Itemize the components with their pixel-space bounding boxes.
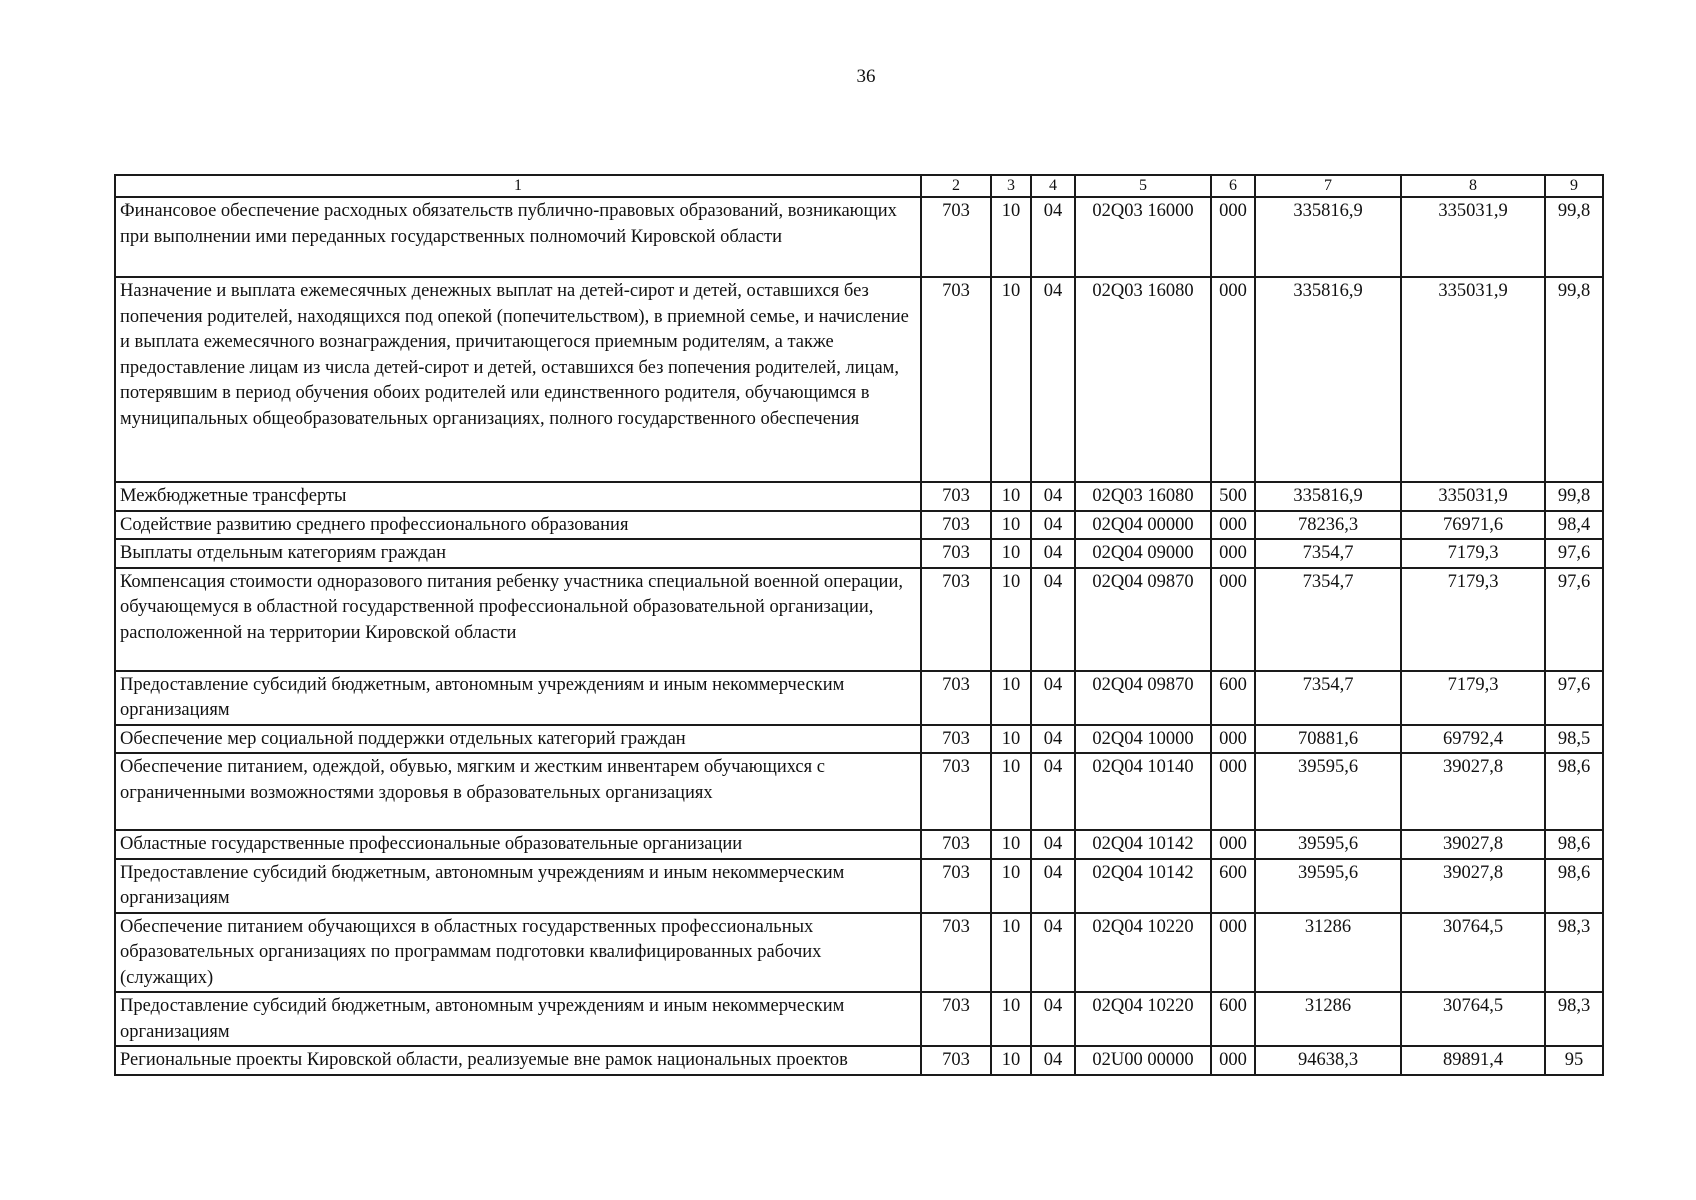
cell-col-6: 000 <box>1211 197 1255 277</box>
cell-col-4: 04 <box>1031 913 1075 993</box>
row-name: Финансовое обеспечение расходных обязательств публично-правовых образований, возникающих при выполнении ими переданных государственных полномочий Кировской области <box>115 197 921 277</box>
cell-col-6: 000 <box>1211 830 1255 859</box>
cell-col-8: 89891,4 <box>1401 1046 1545 1075</box>
cell-col-7: 7354,7 <box>1255 568 1401 671</box>
cell-col-9: 98,6 <box>1545 753 1603 830</box>
cell-col-4: 04 <box>1031 277 1075 482</box>
cell-col-9: 98,3 <box>1545 913 1603 993</box>
cell-col-5: 02Q04 10142 <box>1075 859 1211 913</box>
row-name: Обеспечение питанием обучающихся в областных государственных профессиональных образовательных организациях по программам подготовки квалифицированных рабочих (служащих) <box>115 913 921 993</box>
cell-col-6: 000 <box>1211 511 1255 540</box>
cell-col-2: 703 <box>921 725 991 754</box>
cell-col-8: 335031,9 <box>1401 277 1545 482</box>
cell-col-3: 10 <box>991 197 1031 277</box>
cell-col-6: 000 <box>1211 568 1255 671</box>
cell-col-4: 04 <box>1031 1046 1075 1075</box>
table-row <box>115 568 1603 671</box>
table-row <box>115 277 1603 482</box>
cell-col-3: 10 <box>991 830 1031 859</box>
row-name: Выплаты отдельным категориям граждан <box>115 539 921 568</box>
cell-col-2: 703 <box>921 913 991 993</box>
cell-col-5: 02Q04 10220 <box>1075 992 1211 1046</box>
column-header: 2 <box>921 175 991 197</box>
row-name: Региональные проекты Кировской области, реализуемые вне рамок национальных проектов <box>115 1046 921 1075</box>
cell-col-3: 10 <box>991 753 1031 830</box>
table-row <box>115 830 1603 859</box>
column-header: 4 <box>1031 175 1075 197</box>
cell-col-7: 7354,7 <box>1255 671 1401 725</box>
cell-col-9: 98,5 <box>1545 725 1603 754</box>
cell-col-9: 98,4 <box>1545 511 1603 540</box>
cell-col-2: 703 <box>921 1046 991 1075</box>
cell-col-7: 335816,9 <box>1255 482 1401 511</box>
cell-col-8: 39027,8 <box>1401 859 1545 913</box>
column-header: 5 <box>1075 175 1211 197</box>
cell-col-4: 04 <box>1031 830 1075 859</box>
cell-col-7: 335816,9 <box>1255 197 1401 277</box>
cell-col-2: 703 <box>921 539 991 568</box>
cell-col-3: 10 <box>991 511 1031 540</box>
table-row <box>115 753 1603 830</box>
row-name: Содействие развитию среднего профессионального образования <box>115 511 921 540</box>
cell-col-2: 703 <box>921 277 991 482</box>
cell-col-8: 7179,3 <box>1401 671 1545 725</box>
cell-col-5: 02Q04 10220 <box>1075 913 1211 993</box>
cell-col-2: 703 <box>921 671 991 725</box>
row-name: Предоставление субсидий бюджетным, автономным учреждениям и иным некоммерческим организациям <box>115 671 921 725</box>
cell-col-4: 04 <box>1031 539 1075 568</box>
column-header: 3 <box>991 175 1031 197</box>
cell-col-5: 02Q03 16080 <box>1075 482 1211 511</box>
cell-col-5: 02Q04 09870 <box>1075 671 1211 725</box>
table-row <box>115 197 1603 277</box>
cell-col-3: 10 <box>991 913 1031 993</box>
cell-col-2: 703 <box>921 197 991 277</box>
column-header: 7 <box>1255 175 1401 197</box>
cell-col-8: 7179,3 <box>1401 539 1545 568</box>
cell-col-3: 10 <box>991 1046 1031 1075</box>
cell-col-8: 335031,9 <box>1401 197 1545 277</box>
cell-col-2: 703 <box>921 568 991 671</box>
cell-col-3: 10 <box>991 859 1031 913</box>
cell-col-9: 99,8 <box>1545 277 1603 482</box>
row-name: Компенсация стоимости одноразового питания ребенку участника специальной военной операции, обучающемуся в областной государственной профессиональной образовательной организации, расположенной на территории Кировской области <box>115 568 921 671</box>
column-header: 6 <box>1211 175 1255 197</box>
table-row <box>115 482 1603 511</box>
cell-col-4: 04 <box>1031 725 1075 754</box>
table-row <box>115 511 1603 540</box>
cell-col-8: 30764,5 <box>1401 913 1545 993</box>
cell-col-9: 99,8 <box>1545 482 1603 511</box>
page-number: 36 <box>856 66 876 87</box>
cell-col-7: 39595,6 <box>1255 859 1401 913</box>
cell-col-9: 97,6 <box>1545 568 1603 671</box>
cell-col-7: 78236,3 <box>1255 511 1401 540</box>
cell-col-3: 10 <box>991 992 1031 1046</box>
cell-col-7: 7354,7 <box>1255 539 1401 568</box>
row-name: Обеспечение питанием, одеждой, обувью, мягким и жестким инвентарем обучающихся с ограниченными возможностями здоровья в образовательных организациях <box>115 753 921 830</box>
cell-col-5: 02Q04 10140 <box>1075 753 1211 830</box>
cell-col-5: 02Q04 09000 <box>1075 539 1211 568</box>
table-row <box>115 725 1603 754</box>
cell-col-4: 04 <box>1031 671 1075 725</box>
cell-col-5: 02Q04 10142 <box>1075 830 1211 859</box>
cell-col-9: 97,6 <box>1545 539 1603 568</box>
column-header: 9 <box>1545 175 1603 197</box>
row-name: Обеспечение мер социальной поддержки отдельных категорий граждан <box>115 725 921 754</box>
cell-col-6: 600 <box>1211 992 1255 1046</box>
table-row <box>115 859 1603 913</box>
cell-col-7: 335816,9 <box>1255 277 1401 482</box>
cell-col-7: 70881,6 <box>1255 725 1401 754</box>
cell-col-7: 94638,3 <box>1255 1046 1401 1075</box>
cell-col-2: 703 <box>921 753 991 830</box>
cell-col-7: 31286 <box>1255 913 1401 993</box>
cell-col-5: 02Q03 16080 <box>1075 277 1211 482</box>
cell-col-5: 02Q04 10000 <box>1075 725 1211 754</box>
cell-col-6: 000 <box>1211 1046 1255 1075</box>
cell-col-8: 30764,5 <box>1401 992 1545 1046</box>
cell-col-3: 10 <box>991 482 1031 511</box>
cell-col-5: 02Q04 00000 <box>1075 511 1211 540</box>
cell-col-5: 02Q03 16000 <box>1075 197 1211 277</box>
cell-col-2: 703 <box>921 511 991 540</box>
cell-col-8: 76971,6 <box>1401 511 1545 540</box>
cell-col-9: 99,8 <box>1545 197 1603 277</box>
cell-col-4: 04 <box>1031 753 1075 830</box>
cell-col-6: 000 <box>1211 725 1255 754</box>
header-row <box>115 175 1603 197</box>
cell-col-4: 04 <box>1031 482 1075 511</box>
cell-col-3: 10 <box>991 539 1031 568</box>
cell-col-7: 39595,6 <box>1255 753 1401 830</box>
table-row <box>115 913 1603 993</box>
row-name: Межбюджетные трансферты <box>115 482 921 511</box>
cell-col-6: 000 <box>1211 913 1255 993</box>
cell-col-4: 04 <box>1031 511 1075 540</box>
cell-col-6: 500 <box>1211 482 1255 511</box>
cell-col-4: 04 <box>1031 992 1075 1046</box>
cell-col-2: 703 <box>921 859 991 913</box>
cell-col-6: 000 <box>1211 539 1255 568</box>
cell-col-9: 98,6 <box>1545 830 1603 859</box>
table-row <box>115 671 1603 725</box>
cell-col-8: 69792,4 <box>1401 725 1545 754</box>
cell-col-2: 703 <box>921 992 991 1046</box>
cell-col-6: 600 <box>1211 859 1255 913</box>
cell-col-4: 04 <box>1031 859 1075 913</box>
cell-col-6: 000 <box>1211 753 1255 830</box>
cell-col-4: 04 <box>1031 197 1075 277</box>
cell-col-8: 39027,8 <box>1401 830 1545 859</box>
cell-col-6: 600 <box>1211 671 1255 725</box>
column-header: 1 <box>115 175 921 197</box>
cell-col-5: 02Q04 09870 <box>1075 568 1211 671</box>
row-name: Предоставление субсидий бюджетным, автономным учреждениям и иным некоммерческим организациям <box>115 992 921 1046</box>
cell-col-9: 97,6 <box>1545 671 1603 725</box>
table-row <box>115 1046 1603 1075</box>
budget-table <box>114 174 1604 1076</box>
cell-col-9: 95 <box>1545 1046 1603 1075</box>
row-name: Областные государственные профессиональные образовательные организации <box>115 830 921 859</box>
cell-col-3: 10 <box>991 568 1031 671</box>
column-header: 8 <box>1401 175 1545 197</box>
cell-col-3: 10 <box>991 671 1031 725</box>
cell-col-9: 98,6 <box>1545 859 1603 913</box>
cell-col-8: 335031,9 <box>1401 482 1545 511</box>
cell-col-6: 000 <box>1211 277 1255 482</box>
cell-col-8: 39027,8 <box>1401 753 1545 830</box>
cell-col-7: 39595,6 <box>1255 830 1401 859</box>
row-name: Предоставление субсидий бюджетным, автономным учреждениям и иным некоммерческим организациям <box>115 859 921 913</box>
table-row <box>115 992 1603 1046</box>
cell-col-3: 10 <box>991 725 1031 754</box>
cell-col-4: 04 <box>1031 568 1075 671</box>
cell-col-3: 10 <box>991 277 1031 482</box>
cell-col-8: 7179,3 <box>1401 568 1545 671</box>
cell-col-7: 31286 <box>1255 992 1401 1046</box>
cell-col-2: 703 <box>921 830 991 859</box>
table-row <box>115 539 1603 568</box>
cell-col-2: 703 <box>921 482 991 511</box>
cell-col-5: 02U00 00000 <box>1075 1046 1211 1075</box>
cell-col-9: 98,3 <box>1545 992 1603 1046</box>
row-name: Назначение и выплата ежемесячных денежных выплат на детей-сирот и детей, оставшихся без попечения родителей, находящихся под опекой (попечительством), в приемной семье, и начисление и выплата ежемесячного вознаграждения, причитающегося приемным родителям, а также предоставление лицам из числа детей-сирот и детей, оставшихся без попечения родителей, лицам, потерявшим в период обучения обоих родителей или единственного родителя, обучающимся в муниципальных общеобразовательных организациях, полного государственного обеспечения <box>115 277 921 482</box>
